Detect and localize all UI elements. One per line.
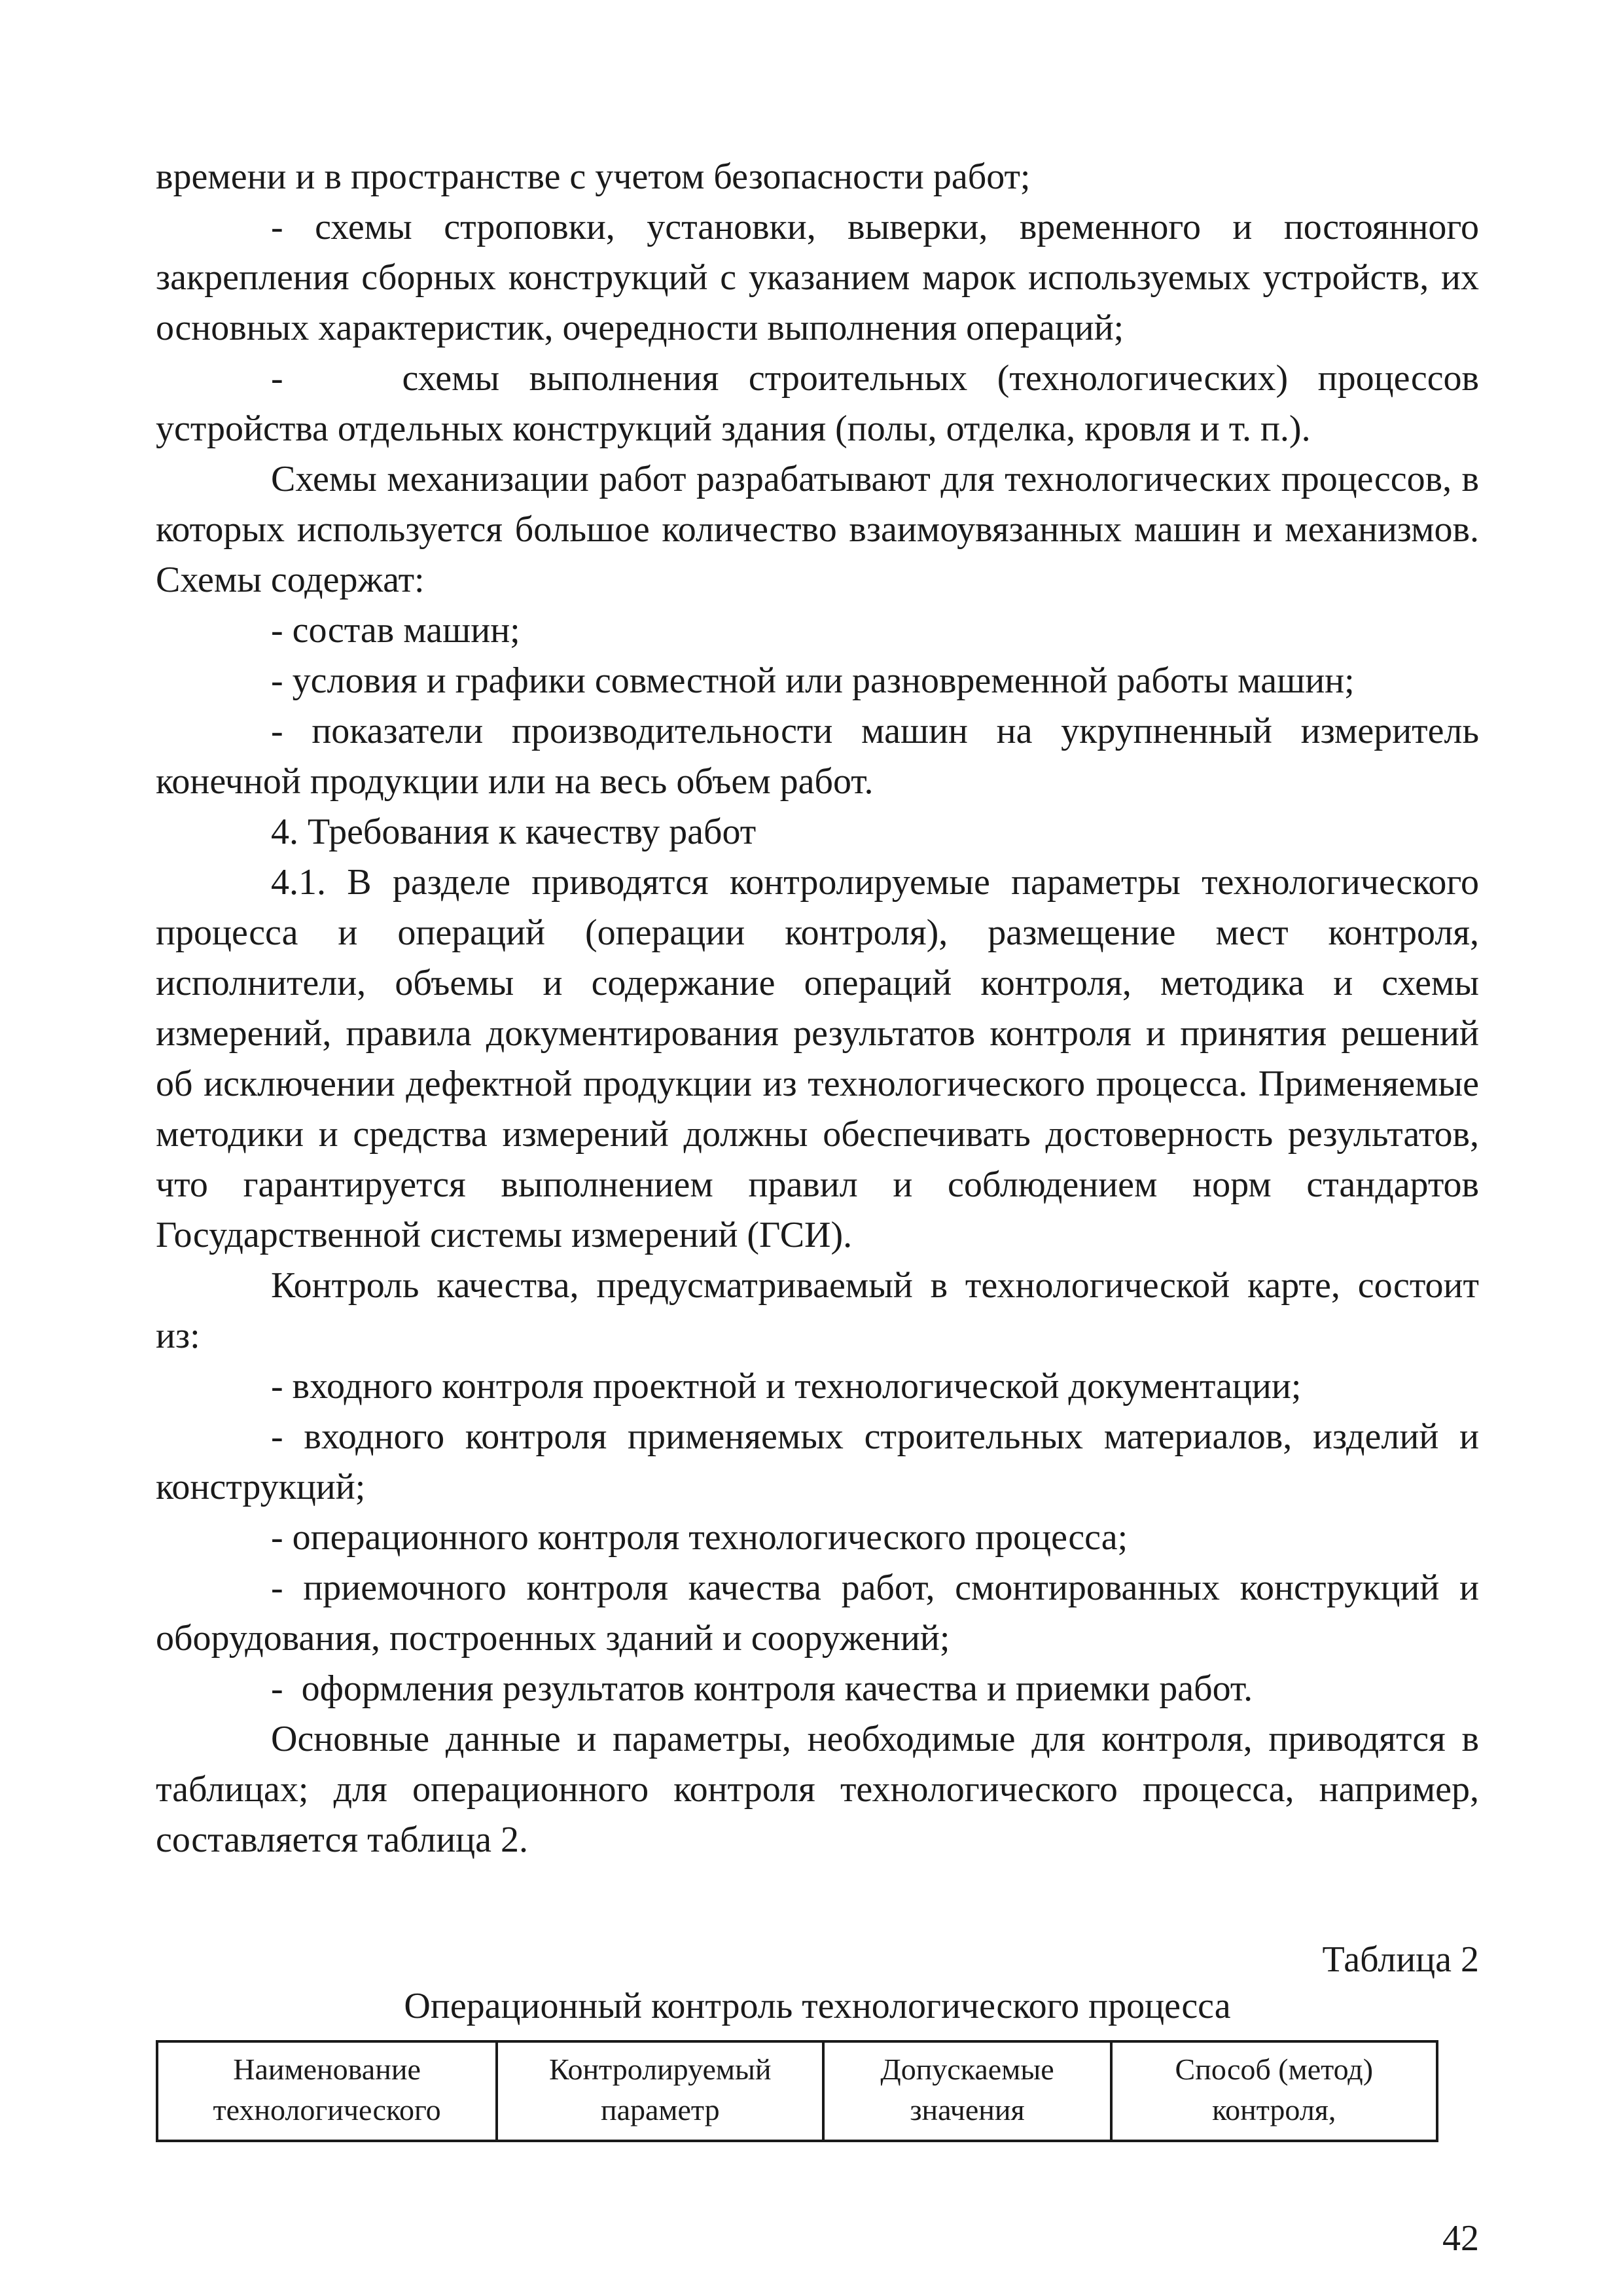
table-header-cell — [497, 2041, 823, 2141]
document-page — [156, 152, 1488, 2259]
list-item: - приемочного контроля качества работ, смонтированных конструкций и оборудования, построенных зданий и сооружений; — [156, 1568, 1479, 1659]
table-header-cell — [823, 2041, 1111, 2141]
list-item: - входного контроля проектной и технологической документации; — [271, 1366, 1302, 1407]
section-heading: 4. Требования к качеству работ — [271, 812, 757, 852]
header-line: значения — [910, 2093, 1025, 2126]
paragraph: Основные данные и параметры, необходимые для контроля, приводятся в таблицах; для операционного контроля технологического процесса, например, составляется таблица 2. — [156, 1719, 1479, 1860]
header-line: технологического — [213, 2093, 441, 2126]
paragraph: Схемы механизации работ разрабатывают для технологических процессов, в которых используется большое количество взаимоувязанных машин и механизмов. Схемы содержат: — [156, 459, 1479, 600]
list-item: - состав машин; — [271, 610, 520, 651]
paragraph: времени и в пространстве с учетом безопасности работ; — [156, 156, 1031, 197]
page-number: 42 — [1442, 2218, 1479, 2259]
list-item: - операционного контроля технологического процесса; — [271, 1517, 1128, 1558]
table-header-row — [157, 2041, 1437, 2141]
header-line: Допускаемые — [880, 2053, 1054, 2086]
header-line: Способ (метод) — [1175, 2053, 1374, 2086]
table-number-label: Таблица 2 — [1322, 1939, 1479, 1980]
list-item: - показатели производительности машин на укрупненный измеритель конечной продукции или на весь объем работ. — [156, 711, 1479, 802]
table-header-cell — [157, 2041, 497, 2141]
list-item: - схемы строповки, установки, выверки, временного и постоянного закрепления сборных конструкций с указанием марок используемых устройств, их основных характеристик, очередности выполнения операций; — [156, 207, 1479, 348]
paragraph: 4.1. В разделе приводятся контролируемые параметры технологического процесса и операций (операции контроля), размещение мест контроля, исполнители, объемы и содержание операций контроля, методика и схемы измерений, правила документирования результатов контроля и принятия решений об исключении дефектной продукции из технологического процесса. Применяемые методики и средства измерений должны обеспечивать достоверность результатов, что гарантируется выполнением правил и соблюдением норм стандартов Государственной системы измерений (ГСИ). — [156, 862, 1479, 1255]
header-line: Наименование — [233, 2053, 421, 2086]
operational-control-table — [156, 2040, 1438, 2142]
body-text — [156, 152, 1488, 1865]
header-line: параметр — [600, 2093, 720, 2126]
list-item: - схемы выполнения строительных (технологических) процессов устройства отдельных конструкций здания (полы, отделка, кровля и т. п.). — [156, 358, 1488, 449]
table-title: Операционный контроль технологического процесса — [404, 1986, 1231, 2026]
table-header-cell — [1111, 2041, 1437, 2141]
paragraph: Контроль качества, предусматриваемый в технологической карте, состоит из: — [156, 1265, 1479, 1356]
header-line: контроля, — [1212, 2093, 1336, 2126]
header-line: Контролируемый — [549, 2053, 772, 2086]
list-item: - оформления результатов контроля качества и приемки работ. — [271, 1668, 1253, 1709]
list-item: - входного контроля применяемых строительных материалов, изделий и конструкций; — [156, 1416, 1479, 1507]
list-item: - условия и графики совместной или разновременной работы машин; — [271, 660, 1355, 701]
